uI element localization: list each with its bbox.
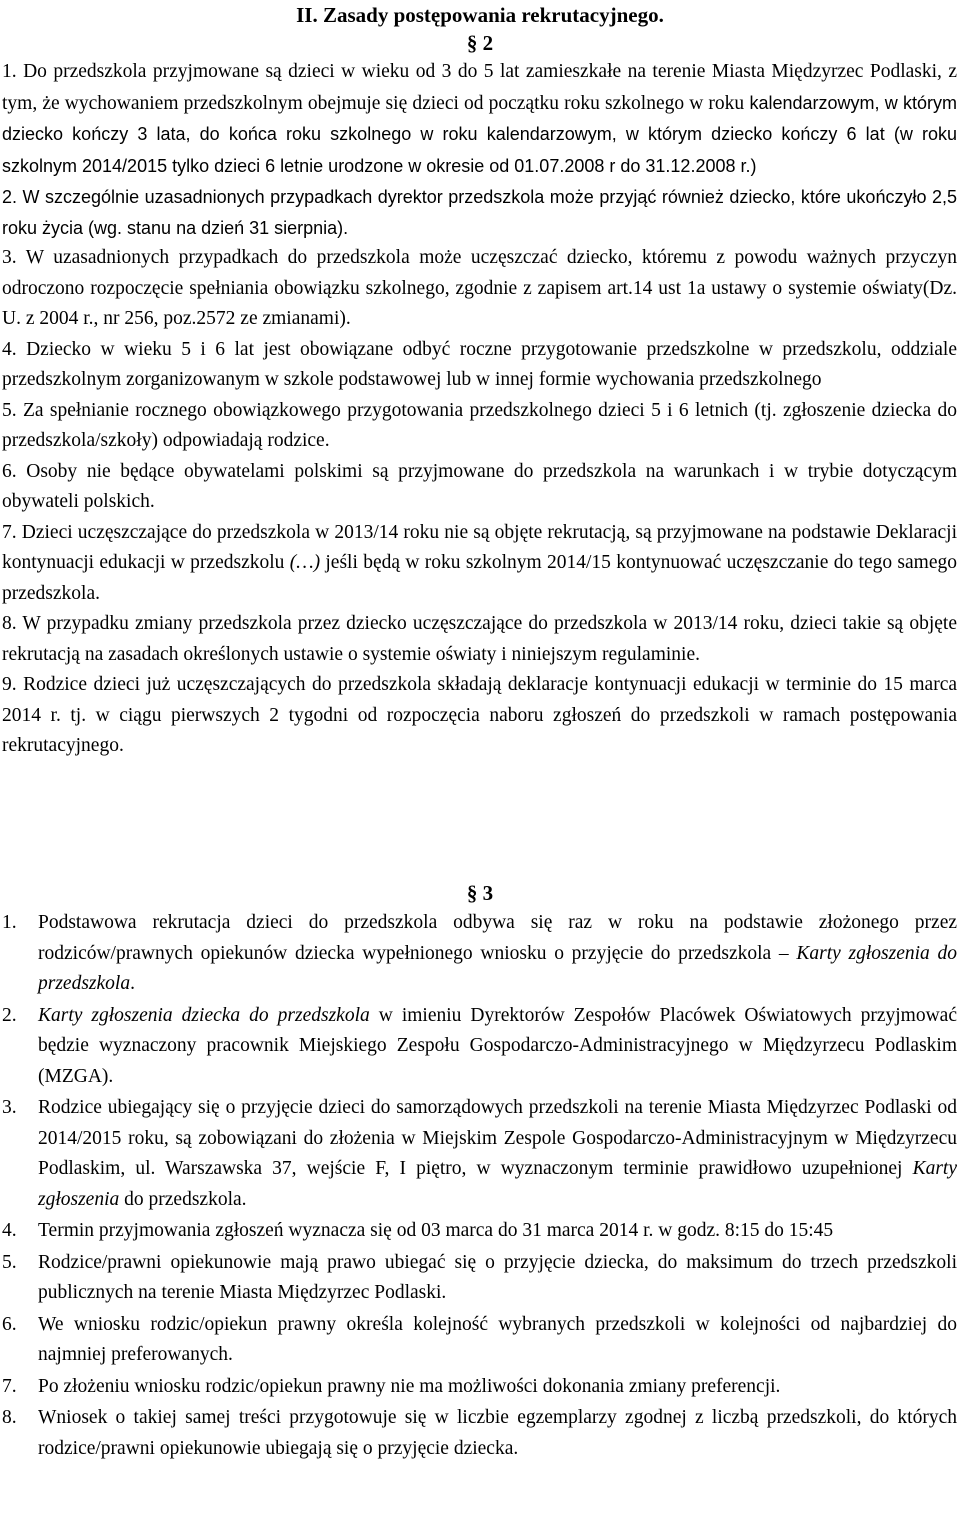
item-text: Wniosek o takiej samej treści przygotowuje się w liczbie egzemplarzy zgodnej z liczbą przedszkoli, do których rodzice/prawni opiekunowie ubiegają się o przyjęcie dziecka. <box>38 1407 957 1459</box>
item-text <box>38 1001 957 1093</box>
item-text: Za spełnianie rocznego obowiązkowego przygotowania przedszkolnego dzieci 5 i 6 letnich (tj. zgłoszenie dziecka do przedszkola/szkoły) odpowiadają rodzice. <box>2 399 958 451</box>
item-text: Po złożeniu wniosku rodzic/opiekun prawny nie ma możliwości dokonania zmiany preferencji. <box>38 1375 781 1397</box>
item-text-start: Rodzice ubiegający się o przyjęcie dzieci do samorządowych przedszkoli na terenie Miasta Międzyrzec Podlaski od 2014/2015 roku, są zobowiązani do złożenia w Miejskim Zespole Gospodarczo-Administracyjnym w Międzyrzecu Podlaskim, ul. Warszawska 37, wejście F, I piętro, w wyznaczonym terminie prawidłowo uzupełnionej <box>38 1097 957 1179</box>
item-text-italic: Karty zgłoszenia <box>38 1158 957 1210</box>
paragraph-2-body <box>2 57 957 762</box>
item-text: W uzasadnionych przypadkach do przedszkola może uczęszczać dziecko, któremu z powodu ważnych przyczyn odroczono rozpoczęcie spełniania obowiązku szkolnego, zgodnie z zapisem art.14 ust 1a ustawy o systemie oświaty(Dz. U. z 2004 r., nr 256, poz.2572 ze zmianami). <box>2 247 957 329</box>
item-number: 7. <box>2 521 17 543</box>
item-number: 6. <box>2 1313 17 1335</box>
sec3-item-5 <box>2 1248 957 1309</box>
item-text: Dziecko w wieku 5 i 6 lat jest obowiązane odbyć roczne przygotowanie przedszkolne w przedszkolu, oddziale przedszkolnym zorganizowanym w szkole podstawowej lub w innej formie wychowania przedszkolnego <box>2 338 957 390</box>
item-text: W szczególnie uzasadnionych przypadkach dyrektor przedszkola może przyjąć również dziecko, które ukończyło 2,5 roku życia (wg. stanu na dzień 31 sierpnia). <box>2 187 957 238</box>
item-number: 6. <box>2 460 17 482</box>
sec3-item-1 <box>2 908 957 1000</box>
item-number: 8. <box>2 613 17 634</box>
item-number: 9. <box>2 674 17 695</box>
section-title: II. Zasady postępowania rekrutacyjnego. <box>296 3 664 27</box>
sec2-item-4 <box>2 335 957 396</box>
sec2-item-3 <box>2 243 957 335</box>
item-text <box>38 1093 957 1215</box>
item-number: 3. <box>2 247 17 268</box>
sec2-item-8 <box>2 609 957 670</box>
sec3-item-7 <box>2 1372 957 1403</box>
item-text: Rodzice/prawni opiekunowie mają prawo ubiegać się o przyjęcie dziecka, do maksimum do trzech przedszkoli publicznych na terenie Miasta Międzyrzec Podlaski. <box>38 1251 957 1303</box>
item-text: W przypadku zmiany przedszkola przez dziecko uczęszczające do przedszkola w 2013/14 roku, dzieci takie są objęte rekrutacją na zasadach określonych ustawie o systemie oświaty i niniejszym regulaminie. <box>2 613 957 665</box>
item-number: 3. <box>2 1097 17 1118</box>
sec2-item-6 <box>2 457 957 518</box>
item-text-end: jeśli będą w roku szkolnym 2014/15 kontynuować uczęszczanie do tego samego przedszkola. <box>2 552 957 604</box>
item-number: 4. <box>2 338 17 360</box>
item-text-start: Podstawowa rekrutacja dzieci do przedszkola odbywa się raz w roku na podstawie złożonego przez rodziców/prawnych opiekunów dziecka wypełnionego wniosku o przyjęcie do przedszkola – <box>38 912 957 964</box>
item-text-sans: kalendarzowym, w którym dziecko kończy 3 lata, do końca roku szkolnego w roku kalendarzowym, w którym dziecko kończy 6 lat (w roku szkolnym 2014/2015 tylko dzieci 6 letnie urodzone w okresie od 01.07.2008 r do 31.12.2008 r.) <box>2 92 957 176</box>
paragraph-3-body <box>2 908 957 1464</box>
sec2-item-1 <box>2 57 957 182</box>
item-text <box>38 908 957 1000</box>
sec3-item-6 <box>2 1310 957 1371</box>
item-text-end: w imieniu Dyrektorów Zespołów Placówek Oświatowych przyjmować będzie wyznaczony pracownik Miejskiego Zespołu Gospodarczo-Administracyjnego w Międzyrzecu Podlaskim (MZGA). <box>38 1004 957 1087</box>
item-text: Osoby nie będące obywatelami polskimi są przyjmowane do przedszkola na warunkach i w trybie dotyczącym obywateli polskich. <box>2 460 958 512</box>
sec2-item-9 <box>2 670 957 762</box>
item-number: 5. <box>2 1251 17 1273</box>
item-text: Termin przyjmowania zgłoszeń wyznacza się od 03 marca do 31 marca 2014 r. w godz. 8:15 do 15:45 <box>38 1220 834 1241</box>
sec3-item-8 <box>2 1403 957 1464</box>
paragraph-3-label: § 3 <box>466 881 494 905</box>
sec3-item-2 <box>2 1001 957 1093</box>
sec3-item-3 <box>2 1093 957 1215</box>
item-text-italic: Karty zgłoszenia do przedszkola <box>38 942 957 994</box>
item-number: 2. <box>2 1004 17 1026</box>
item-text-italic: Karty zgłoszenia dziecka do przedszkola <box>38 1004 370 1026</box>
item-text-end: . <box>130 973 135 994</box>
item-text: We wniosku rodzic/opiekun prawny określa kolejność wybranych przedszkoli w kolejności od najbardziej do najmniej preferowanych. <box>38 1313 957 1365</box>
item-number: 4. <box>2 1220 17 1241</box>
sec3-item-4 <box>2 1216 957 1247</box>
sec2-item-2 <box>2 182 957 243</box>
item-number: 5. <box>2 399 17 421</box>
sec2-item-5 <box>2 396 957 457</box>
item-number: 1. <box>2 61 17 82</box>
item-number: 1. <box>2 912 17 933</box>
sec2-item-7 <box>2 518 957 610</box>
item-text-end: do przedszkola. <box>119 1188 247 1210</box>
paragraph-2-label: § 2 <box>466 31 494 55</box>
item-text: Dzieci uczęszczające do przedszkola w 2013/14 roku nie są objęte rekrutacją, są przyjmowane na podstawie Deklaracji kontynuacji edukacji w przedszkolu <box>2 521 957 573</box>
item-number: 7. <box>2 1375 17 1397</box>
item-number: 2. <box>2 187 18 207</box>
item-text: Do przedszkola przyjmowane są dzieci w wieku od 3 do 5 lat zamieszkałe na terenie Miasta Międzyrzec Podlaski, z tym, że wychowaniem przedszkolnym obejmuje się dzieci od początku roku szkolnego w roku <box>2 61 958 114</box>
item-number: 8. <box>2 1407 17 1428</box>
item-text: Rodzice dzieci już uczęszczających do przedszkola składają deklaracje kontynuacji edukacji w terminie do 15 marca 2014 r. tj. w ciągu pierwszych 2 tygodni od rozpoczęcia naboru zgłoszeń do przedszkoli w ramach postępowania rekrutacyjnego. <box>2 674 958 756</box>
item-text-italic: (…) <box>289 552 321 573</box>
